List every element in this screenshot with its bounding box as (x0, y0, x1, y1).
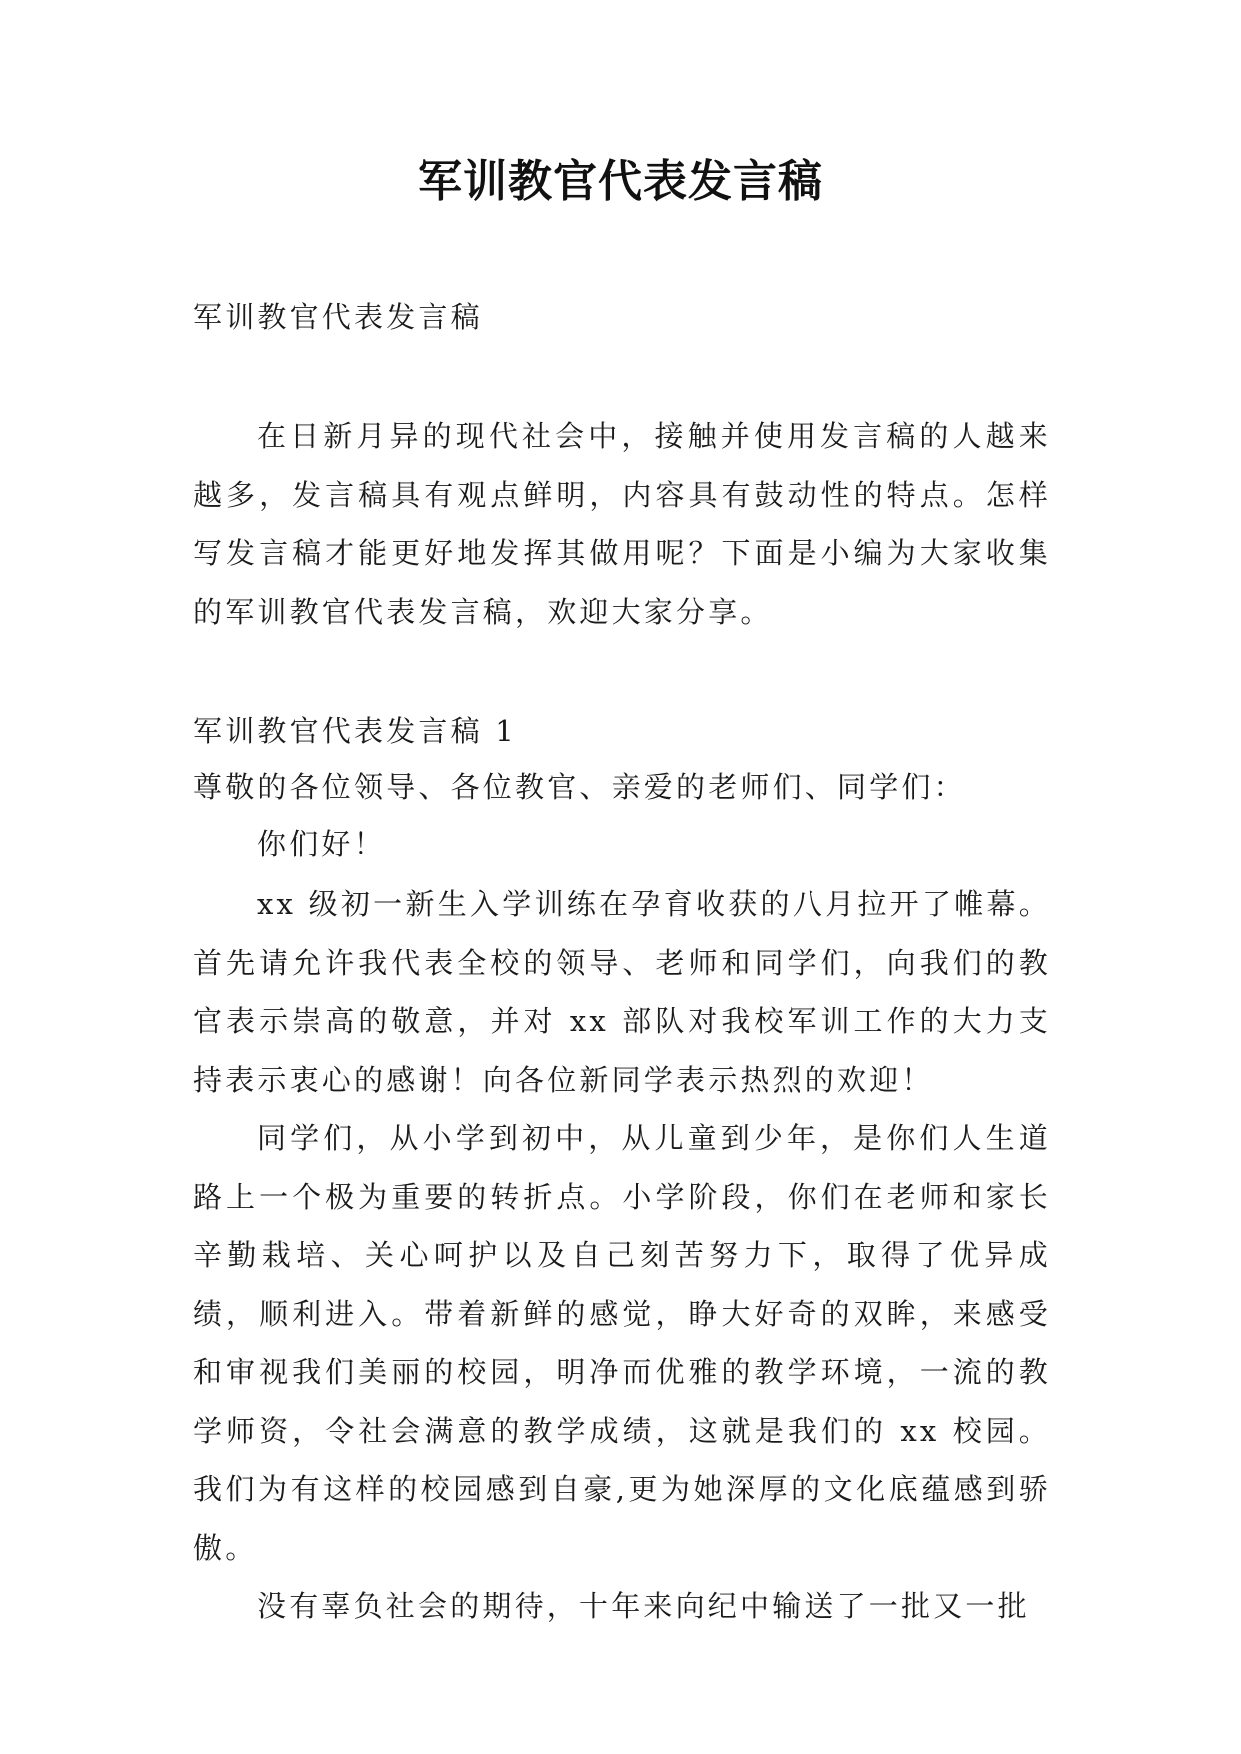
body-paragraph-3: 没有辜负社会的期待，十年来向纪中输送了一批又一批 (257, 1589, 1030, 1623)
greeting: 你们好！ (257, 827, 386, 861)
document-subtitle: 军训教官代表发言稿 (193, 300, 483, 334)
document-body (193, 287, 1051, 1636)
document-title: 军训教官代表发言稿 (418, 156, 823, 207)
body-paragraph-1: xx 级初一新生入学训练在孕育收获的八月拉开了帷幕。首先请允许我代表全校的领导、老师和同学们，向我们的教官表示崇高的敬意，并对 xx 部队对我校军训工作的大力支持表示衷心的感谢！向各位新同学表示热烈的欢迎！ (193, 887, 1051, 1097)
intro-paragraph: 在日新月异的现代社会中，接触并使用发言稿的人越来越多，发言稿具有观点鲜明，内容具有鼓动性的特点。怎样写发言稿才能更好地发挥其做用呢？下面是小编为大家收集的军训教官代表发言稿，欢迎大家分享。 (193, 419, 1051, 629)
salutation: 尊敬的各位领导、各位教官、亲爱的老师们、同学们： (193, 770, 966, 804)
body-paragraph-2: 同学们，从小学到初中，从儿童到少年，是你们人生道路上一个极为重要的转折点。小学阶段，你们在老师和家长辛勤栽培、关心呵护以及自己刻苦努力下，取得了优异成绩，顺利进入。带着新鲜的感觉，睁大好奇的双眸，来感受和审视我们美丽的校园，明净而优雅的教学环境，一流的教学师资，令社会满意的教学成绩，这就是我们的 xx 校园。我们为有这样的校园感到自豪,更为她深厚的文化底蕴感到骄傲。 (193, 1121, 1051, 1565)
section-heading: 军训教官代表发言稿 1 (193, 714, 517, 748)
